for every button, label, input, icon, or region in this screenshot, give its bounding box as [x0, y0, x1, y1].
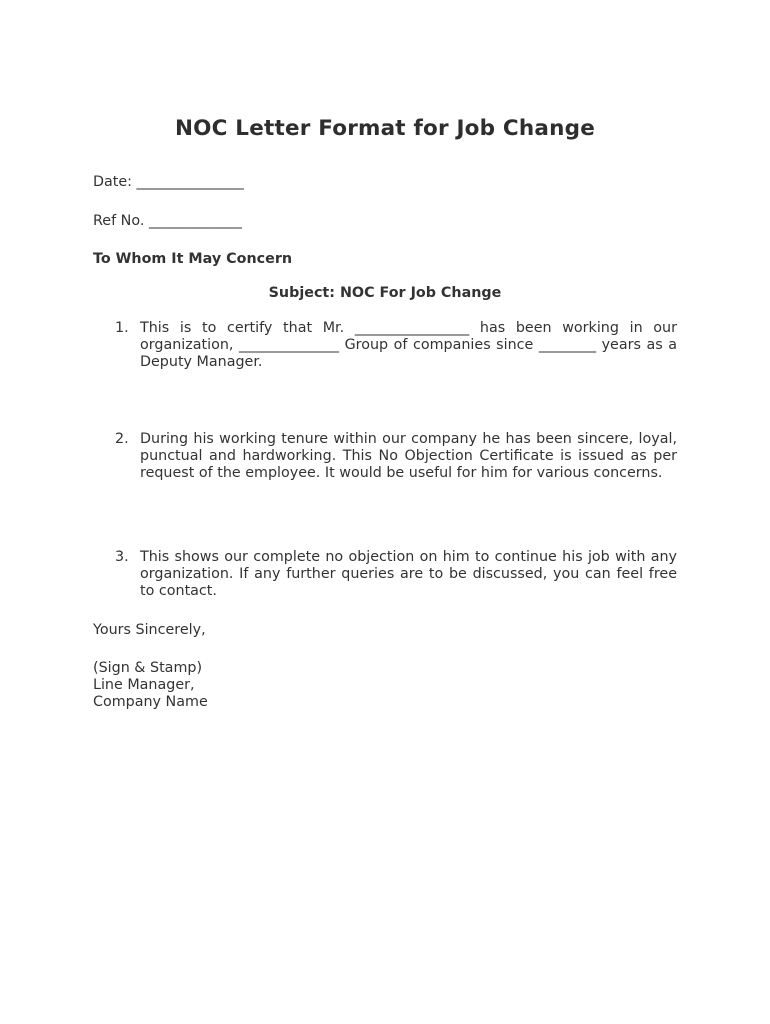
- list-item: [93, 431, 677, 483]
- list-item-text: This shows our complete no objection on him to continue his job with any organization. If any further queries are to be discussed, you can feel free to contact.: [140, 549, 677, 600]
- list-item: [93, 320, 677, 372]
- list-item: [93, 549, 677, 601]
- signature-line-role: Line Manager,: [93, 677, 195, 694]
- date-line: Date: _______________: [93, 174, 244, 190]
- signature-line-company: Company Name: [93, 694, 208, 711]
- list-item-number: 1.: [115, 320, 129, 336]
- list-item-text: During his working tenure within our company he has been sincere, loyal, punctual and hardworking. This No Objection Certificate is issued as per request of the employee. It would be useful for him for various concerns.: [140, 431, 677, 482]
- list-item-text: This is to certify that Mr. ________________ has been working in our organization, ______________ Group of companies since ________ years as a Deputy Manager.: [140, 320, 677, 371]
- ref-line: Ref No. _____________: [93, 213, 242, 229]
- subject-line: Subject: NOC For Job Change: [268, 285, 502, 301]
- salutation: To Whom It May Concern: [93, 251, 293, 267]
- signature-block: [93, 660, 208, 712]
- document-title: NOC Letter Format for Job Change: [174, 116, 596, 141]
- list-item-number: 2.: [115, 431, 129, 447]
- signature-line-sign-stamp: (Sign & Stamp): [93, 660, 203, 676]
- list-item-number: 3.: [115, 549, 129, 565]
- closing-line: Yours Sincerely,: [93, 622, 206, 638]
